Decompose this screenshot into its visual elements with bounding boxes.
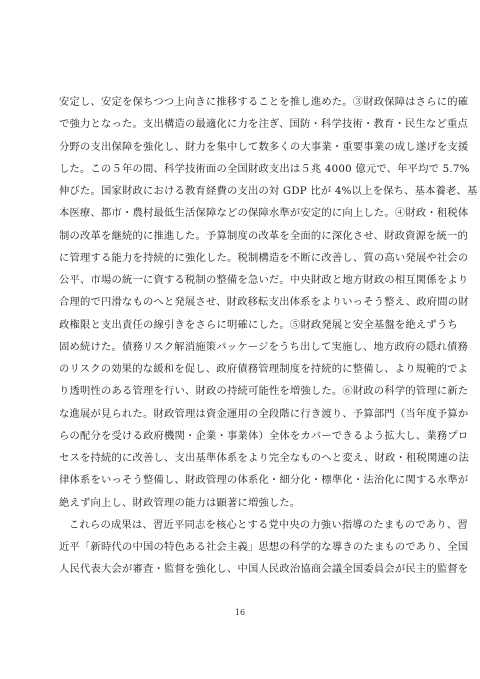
- text-line: セスを持続的に改善し、支出基準体系をより完全なものへと変え、財政・租税関連の法: [59, 452, 469, 464]
- text-line: した。この５年の間、科学技術面の全国財政支出は５兆 4000 億元で、年平均で 5.7%: [59, 162, 470, 175]
- text-line: 伸びた。国家財政における教育経費の支出の対 GDP 比が 4%以上を保ち、基本養老、基: [59, 185, 478, 197]
- text-line: 政権限と支出責任の線引きをさらに明確にした。⑤財政発展と安全基盤を絶えずうち: [59, 318, 458, 331]
- text-line: 近平「新時代の中国の特色ある社会主義」思想の科学的な導きのたまものであり、全国: [59, 541, 469, 553]
- text-line: で強力となった。支出構造の最適化に力を注ぎ、国防・科学技術・教育・民生など重点: [59, 118, 468, 131]
- text-line: らの配分を受ける政府機関・企業・事業体）全体をカバーできるよう拡大し、業務プロ: [59, 429, 469, 442]
- text-line: り透明性のある管理を行い、財政の持続可能性を増強した。⑥財政の科学的管理に新た: [59, 385, 469, 398]
- text-line: のリスクの効果的な緩和を促し、政府債務管理制度を持続的に整備し、より規範的でよ: [59, 363, 469, 375]
- text-line: 人民代表大会が審査・監督を強化し、中国人民政治協商会議全国委員会が民主的監督を: [59, 563, 469, 576]
- text-line: 本医療、都市・農村最低生活保障などの保障水準が安定的に向上した。④財政・租税体: [59, 207, 469, 220]
- text-line: 絶えず向上し、財政管理の能力は顕著に増強した。: [59, 496, 301, 509]
- text-line: 律体系をいっそう整備し、財政管理の体系化・細分化・標準化・法治化に関する水準が: [59, 474, 469, 487]
- text-line: に管理する能力を持続的に強化した。税制構造を不断に改善し、質の高い発展や社会の: [59, 251, 469, 264]
- text-line: これらの成果は、習近平同志を核心とする党中央の力強い指導のたまものであり、習: [69, 518, 468, 531]
- text-line: 制の改革を継続的に推進した。予算制度の改革を全面的に深化させ、財政資源を統一的: [59, 229, 469, 242]
- text-line: 分野の支出保障を強化し、財力を集中して数多くの大事業・重要事業の成し遂げを支援: [59, 140, 469, 153]
- page-number: 16: [234, 608, 246, 617]
- text-line: 公平、市場の統一に資する税制の整備を急いだ。中央財政と地方財政の相互関係をより: [59, 274, 469, 286]
- text-line: 安定し、安定を保ちつつ上向きに推移することを推し進めた。③財政保障はさらに的確: [59, 96, 469, 108]
- text-line: 固め続けた。債務リスク解消施策パッケージをうち出して実施し、地方政府の隠れ債務: [59, 340, 468, 353]
- text-line: な進展が見られた。財政管理は資金運用の全段階に行き渡り、予算部門（当年度予算か: [59, 407, 469, 420]
- text-line: 合理的で円滑なものへと発展させ、財政移転支出体系をよりいっそう整え、政府間の財: [59, 296, 469, 309]
- body-text: [59, 91, 478, 581]
